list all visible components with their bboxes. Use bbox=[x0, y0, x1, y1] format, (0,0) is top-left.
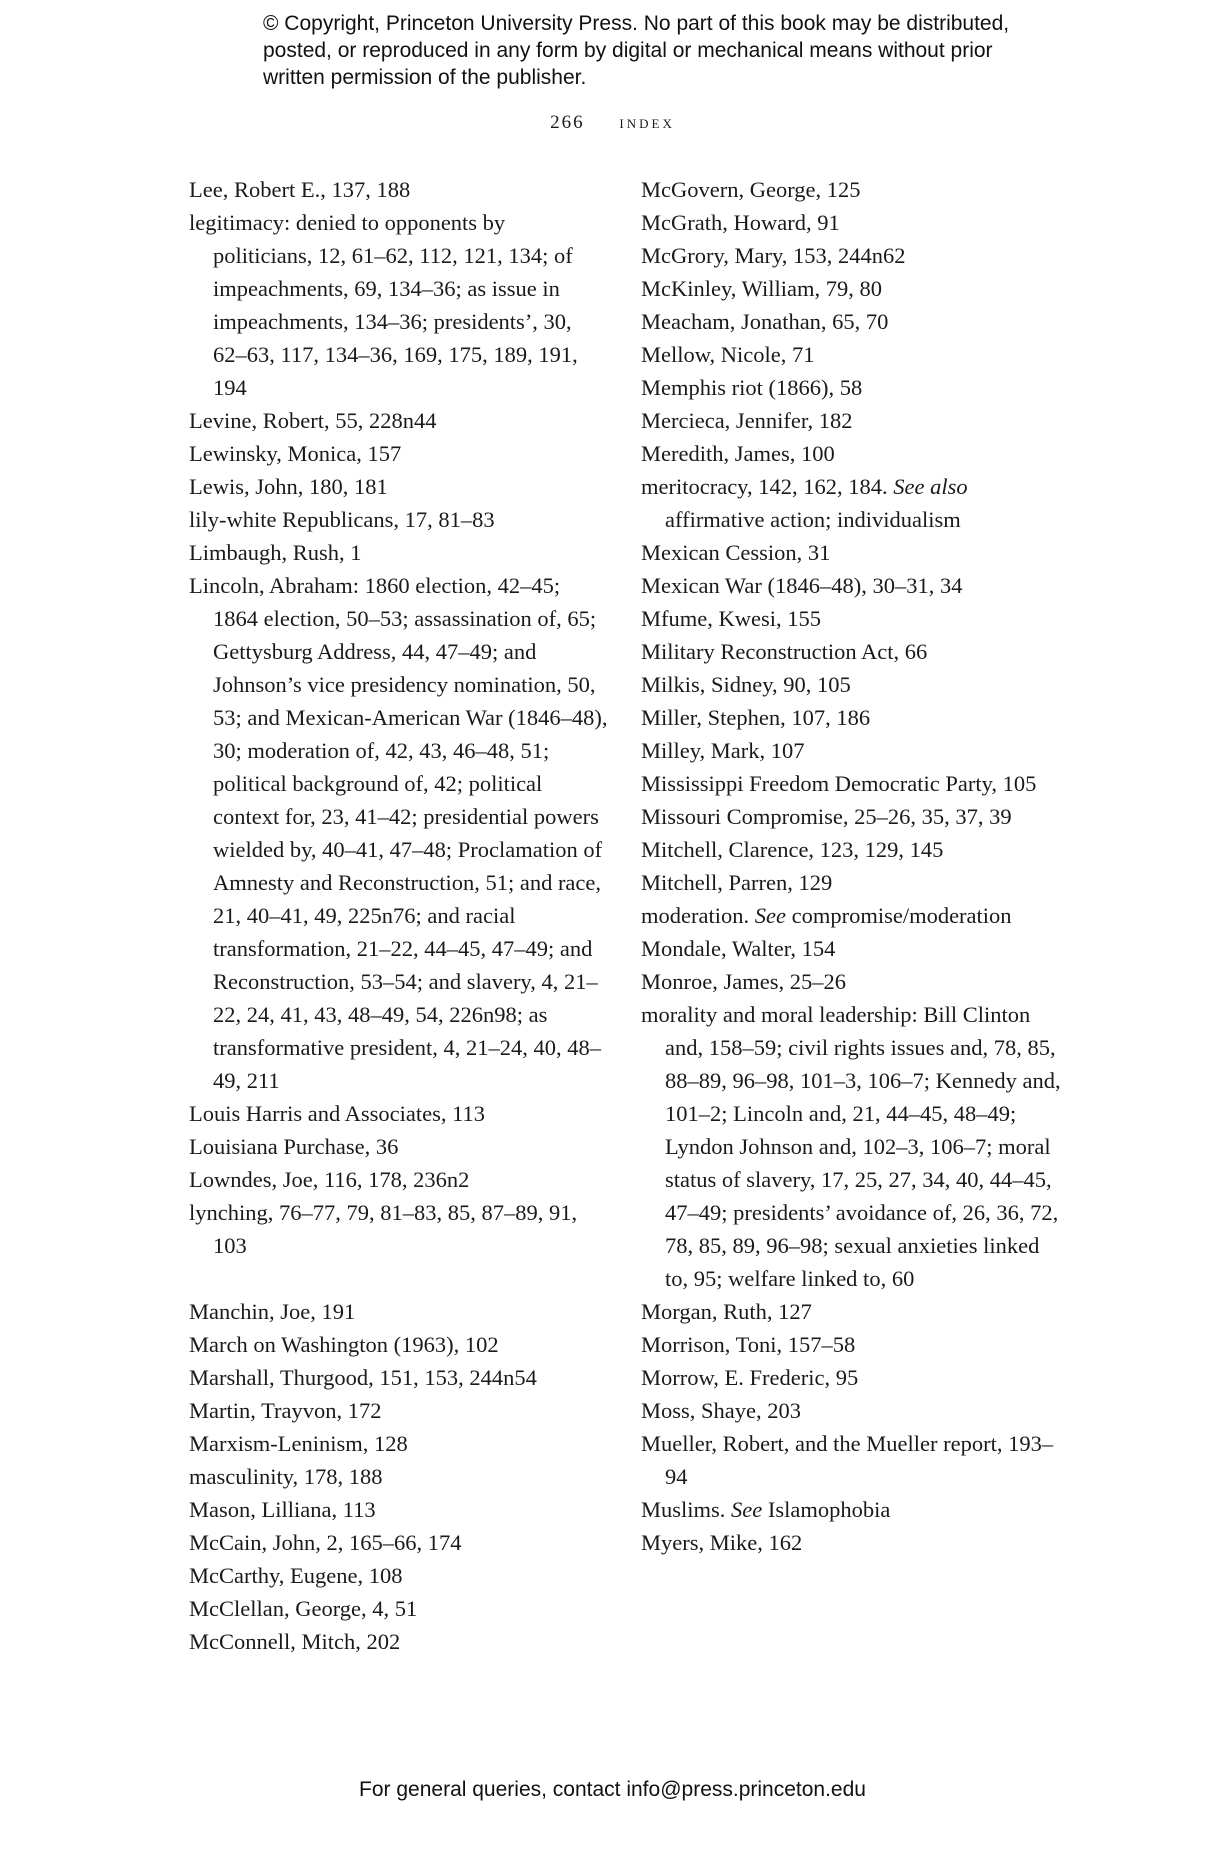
index-entry: Mason, Lilliana, 113 bbox=[189, 1497, 376, 1522]
index-column-right bbox=[641, 173, 1061, 1559]
index-entry: Lewis, John, 180, 181 bbox=[189, 474, 388, 499]
index-entry: Moss, Shaye, 203 bbox=[641, 1398, 802, 1423]
index-entry: Mexican War (1846–48), 30–31, 34 bbox=[641, 573, 963, 598]
letter-group-gap bbox=[189, 1262, 609, 1295]
entry-main-text: moderation. bbox=[641, 903, 755, 928]
index-entry: Mueller, Robert, and the Mueller report, 193–94 bbox=[641, 1431, 1054, 1489]
index-entry: Mondale, Walter, 154 bbox=[641, 936, 836, 961]
cross-reference-text: affirmative action; individualism bbox=[665, 507, 961, 532]
index-entry: Milkis, Sidney, 90, 105 bbox=[641, 672, 851, 697]
index-entry: Monroe, James, 25–26 bbox=[641, 969, 846, 994]
index-entry: March on Washington (1963), 102 bbox=[189, 1332, 499, 1357]
index-entry: Missouri Compromise, 25–26, 35, 37, 39 bbox=[641, 804, 1012, 829]
index-entry: Lincoln, Abraham: 1860 election, 42–45; 1864 election, 50–53; assassination of, 65; Gettysburg Address, 44, 47–49; and Johnson’s vice presidency nomination, 50, 53; and Mexican-American War (1846–48), 30; moderation of, 42, 43, 46–48, 51; political background of, 42; political context for, 23, 41–42; presidential powers wielded by, 40–41, 47–48; Proclamation of Amnesty and Reconstruction, 51; and race, 21, 40–41, 49, 225n76; and racial transformation, 21–22, 44–45, 47–49; and Reconstruction, 53–54; and slavery, 4, 21–22, 24, 41, 43, 48–49, 54, 226n98; as transformative president, 4, 21–24, 40, 48–49, 211 bbox=[189, 573, 608, 1093]
index-entry: Limbaugh, Rush, 1 bbox=[189, 540, 362, 565]
copyright-notice: © Copyright, Princeton University Press. No part of this book may be distributed, posted, or reproduced in any form by digital or mechanical means without prior written permission of the publisher. bbox=[263, 12, 1010, 89]
cross-reference-text: Islamophobia bbox=[762, 1497, 891, 1522]
index-entry: Marxism-Leninism, 128 bbox=[189, 1431, 408, 1456]
index-entry: Morgan, Ruth, 127 bbox=[641, 1299, 812, 1324]
index-entry: Miller, Stephen, 107, 186 bbox=[641, 705, 871, 730]
cross-reference-text: compromise/moderation bbox=[785, 903, 1012, 928]
index-entry: McGrath, Howard, 91 bbox=[641, 210, 840, 235]
entry-main-text: meritocracy, 142, 162, 184. bbox=[641, 474, 894, 499]
index-entry: Memphis riot (1866), 58 bbox=[641, 375, 863, 400]
index-entry: McClellan, George, 4, 51 bbox=[189, 1596, 418, 1621]
index-entry: Morrison, Toni, 157–58 bbox=[641, 1332, 856, 1357]
see-reference: See bbox=[731, 1497, 763, 1522]
index-entry: Mfume, Kwesi, 155 bbox=[641, 606, 821, 631]
footer-contact: For general queries, contact info@press.princeton.edu bbox=[359, 1778, 866, 1801]
index-entry: Martin, Trayvon, 172 bbox=[189, 1398, 382, 1423]
running-title: index bbox=[619, 112, 675, 133]
index-entry: Mississippi Freedom Democratic Party, 105 bbox=[641, 771, 1037, 796]
index-entry-meritocracy bbox=[641, 470, 1061, 536]
see-reference: See bbox=[754, 903, 786, 928]
index-entry: lynching, 76–77, 79, 81–83, 85, 87–89, 91, 103 bbox=[189, 1200, 578, 1258]
index-entry: McCarthy, Eugene, 108 bbox=[189, 1563, 403, 1588]
index-entry-moderation bbox=[641, 899, 1061, 932]
index-entry: McGrory, Mary, 153, 244n62 bbox=[641, 243, 906, 268]
see-also-reference: See also bbox=[893, 474, 968, 499]
index-entry: Levine, Robert, 55, 228n44 bbox=[189, 408, 437, 433]
index-entry: Mercieca, Jennifer, 182 bbox=[641, 408, 853, 433]
index-entry: McGovern, George, 125 bbox=[641, 177, 861, 202]
index-entry: McKinley, William, 79, 80 bbox=[641, 276, 882, 301]
index-entry: McConnell, Mitch, 202 bbox=[189, 1629, 401, 1654]
index-entry: Lee, Robert E., 137, 188 bbox=[189, 177, 411, 202]
index-entry: Louisiana Purchase, 36 bbox=[189, 1134, 399, 1159]
page-number: 266 bbox=[550, 112, 585, 133]
index-entry: Meredith, James, 100 bbox=[641, 441, 835, 466]
index-entry: Marshall, Thurgood, 151, 153, 244n54 bbox=[189, 1365, 537, 1390]
index-entry: Milley, Mark, 107 bbox=[641, 738, 805, 763]
index-entry: Mexican Cession, 31 bbox=[641, 540, 831, 565]
index-entry: Lewinsky, Monica, 157 bbox=[189, 441, 402, 466]
index-entry-muslims bbox=[641, 1493, 1061, 1526]
index-column-left bbox=[189, 173, 609, 1658]
running-head bbox=[0, 112, 1225, 134]
index-entry: Meacham, Jonathan, 65, 70 bbox=[641, 309, 889, 334]
index-entry: Myers, Mike, 162 bbox=[641, 1530, 803, 1555]
index-entry: morality and moral leadership: Bill Clinton and, 158–59; civil rights issues and, 78, 85, 88–89, 96–98, 101–3, 106–7; Kennedy and, 101–2; Lincoln and, 21, 44–45, 48–49; Lyndon Johnson and, 102–3, 106–7; moral status of slavery, 17, 25, 27, 34, 40, 44–45, 47–49; presidents’ avoidance of, 26, 36, 72, 78, 85, 89, 96–98; sexual anxieties linked to, 95; welfare linked to, 60 bbox=[641, 1002, 1061, 1291]
index-entry: legitimacy: denied to opponents by politicians, 12, 61–62, 112, 121, 134; of impeachments, 69, 134–36; as issue in impeachments, 134–36; presidents’, 30, 62–63, 117, 134–36, 169, 175, 189, 191, 194 bbox=[189, 210, 578, 400]
index-entry: Mitchell, Clarence, 123, 129, 145 bbox=[641, 837, 944, 862]
index-entry: Military Reconstruction Act, 66 bbox=[641, 639, 928, 664]
index-entry: Lowndes, Joe, 116, 178, 236n2 bbox=[189, 1167, 470, 1192]
index-entry: Mitchell, Parren, 129 bbox=[641, 870, 833, 895]
index-entry: lily-white Republicans, 17, 81–83 bbox=[189, 507, 495, 532]
index-entry: Morrow, E. Frederic, 95 bbox=[641, 1365, 859, 1390]
entry-main-text: Muslims. bbox=[641, 1497, 732, 1522]
index-entry: McCain, John, 2, 165–66, 174 bbox=[189, 1530, 462, 1555]
index-entry: Mellow, Nicole, 71 bbox=[641, 342, 815, 367]
index-entry: Manchin, Joe, 191 bbox=[189, 1299, 356, 1324]
index-entry: masculinity, 178, 188 bbox=[189, 1464, 383, 1489]
index-entry: Louis Harris and Associates, 113 bbox=[189, 1101, 485, 1126]
